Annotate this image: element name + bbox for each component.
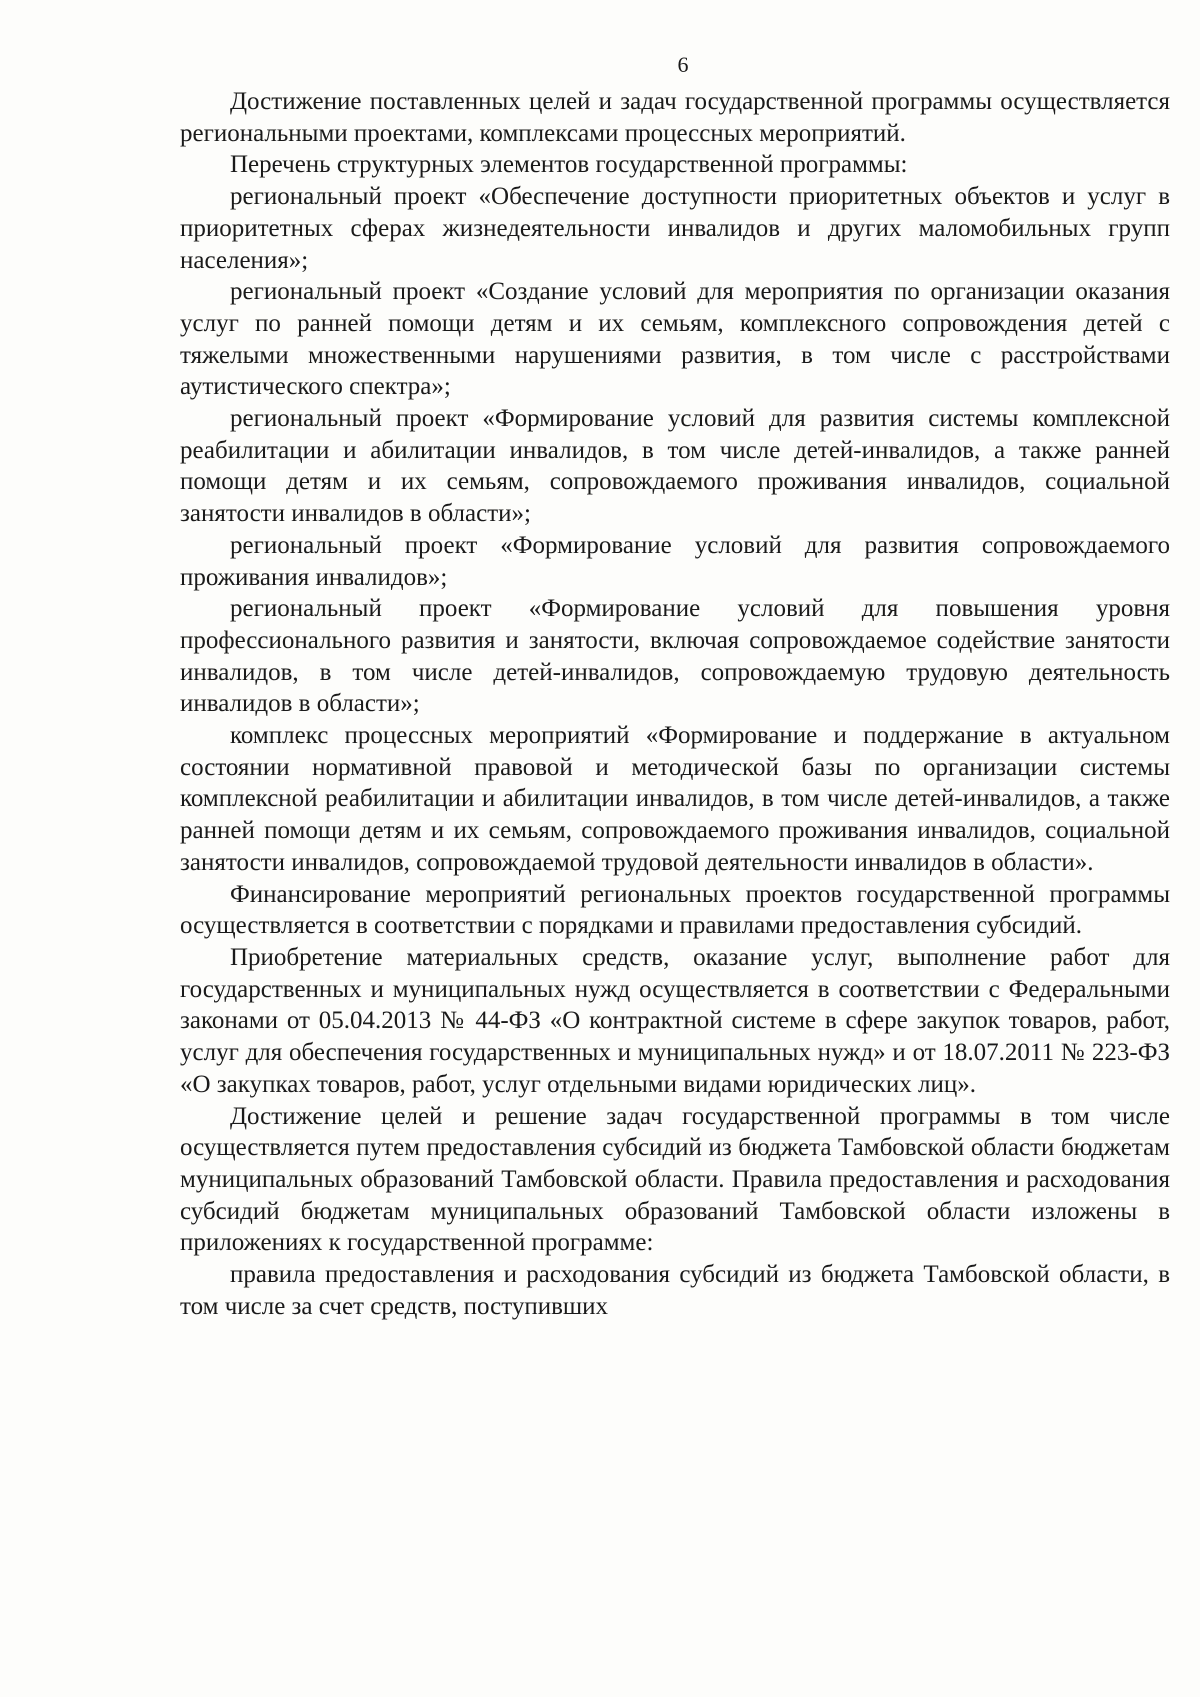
paragraph-process-complex: комплекс процессных мероприятий «Формирование и поддержание в актуальном состоянии нормативной правовой и методической базы по организации системы комплексной реабилитации и абилитации инвалидов, в том числе детей-инвалидов, а также ранней помощи детям и их семьям, сопровождаемого проживания инвалидов, социальной занятости инвалидов, сопровождаемой трудовой деятельности инвалидов в области». xyxy=(180,722,1170,876)
paragraph-project-early-help: региональный проект «Создание условий для мероприятия по организации оказания услуг по ранней помощи детям и их семьям, комплексного сопровождения детей с тяжелыми множественными нарушениями развития, в том числе с расстройствами аутистического спектра»; xyxy=(180,278,1170,401)
page-number: 6 xyxy=(677,52,689,77)
paragraph-project-accessibility: региональный проект «Обеспечение доступности приоритетных объектов и услуг в приоритетных сферах жизнедеятельности инвалидов и других маломобильных групп населения»; xyxy=(180,183,1170,274)
paragraph-goals-achievement: Достижение поставленных целей и задач государственной программы осуществляется региональными проектами, комплексами процессных мероприятий. xyxy=(180,88,1170,147)
document-body xyxy=(180,86,1170,1322)
paragraph-subsidies: Достижение целей и решение задач государственной программы в том числе осуществляется путем предоставления субсидий из бюджета Тамбовской области бюджетам муниципальных образований Тамбовской области. Правила предоставления и расходования субсидий бюджетам муниципальных образований Тамбовской области изложены в приложениях к государственной программе: xyxy=(180,1102,1170,1257)
paragraph-structural-elements-heading: Перечень структурных элементов государственной программы: xyxy=(230,151,908,179)
paragraph-project-rehabilitation-system: региональный проект «Формирование условий для развития системы комплексной реабилитации и абилитации инвалидов, в том числе детей-инвалидов, а также ранней помощи детям и их семьям, сопровождаемого проживания инвалидов, социальной занятости инвалидов в области»; xyxy=(180,405,1170,528)
paragraph-procurement: Приобретение материальных средств, оказание услуг, выполнение работ для государственных и муниципальных нужд осуществляется в соответствии с Федеральными законами от 05.04.2013 № 44-ФЗ «О контрактной системе в сфере закупок товаров, работ, услуг для обеспечения государственных и муниципальных нужд» и от 18.07.2011 № 223-ФЗ «О закупках товаров, работ, услуг отдельными видами юридических лиц». xyxy=(180,943,1170,1098)
paragraph-financing: Финансирование мероприятий региональных проектов государственной программы осуществляется в соответствии с порядками и правилами предоставления субсидий. xyxy=(180,880,1170,940)
paragraph-subsidy-rules: правила предоставления и расходования субсидий из бюджета Тамбовской области, в том числе за счет средств, поступивших xyxy=(180,1261,1170,1320)
paragraph-project-supported-living: региональный проект «Формирование условий для развития сопровождаемого проживания инвалидов»; xyxy=(180,531,1170,591)
paragraph-project-employment: региональный проект «Формирование условий для повышения уровня профессионального развития и занятости, включая сопровождаемое содействие занятости инвалидов, в том числе детей-инвалидов, сопровождаемую трудовую деятельность инвалидов в области»; xyxy=(180,595,1170,718)
